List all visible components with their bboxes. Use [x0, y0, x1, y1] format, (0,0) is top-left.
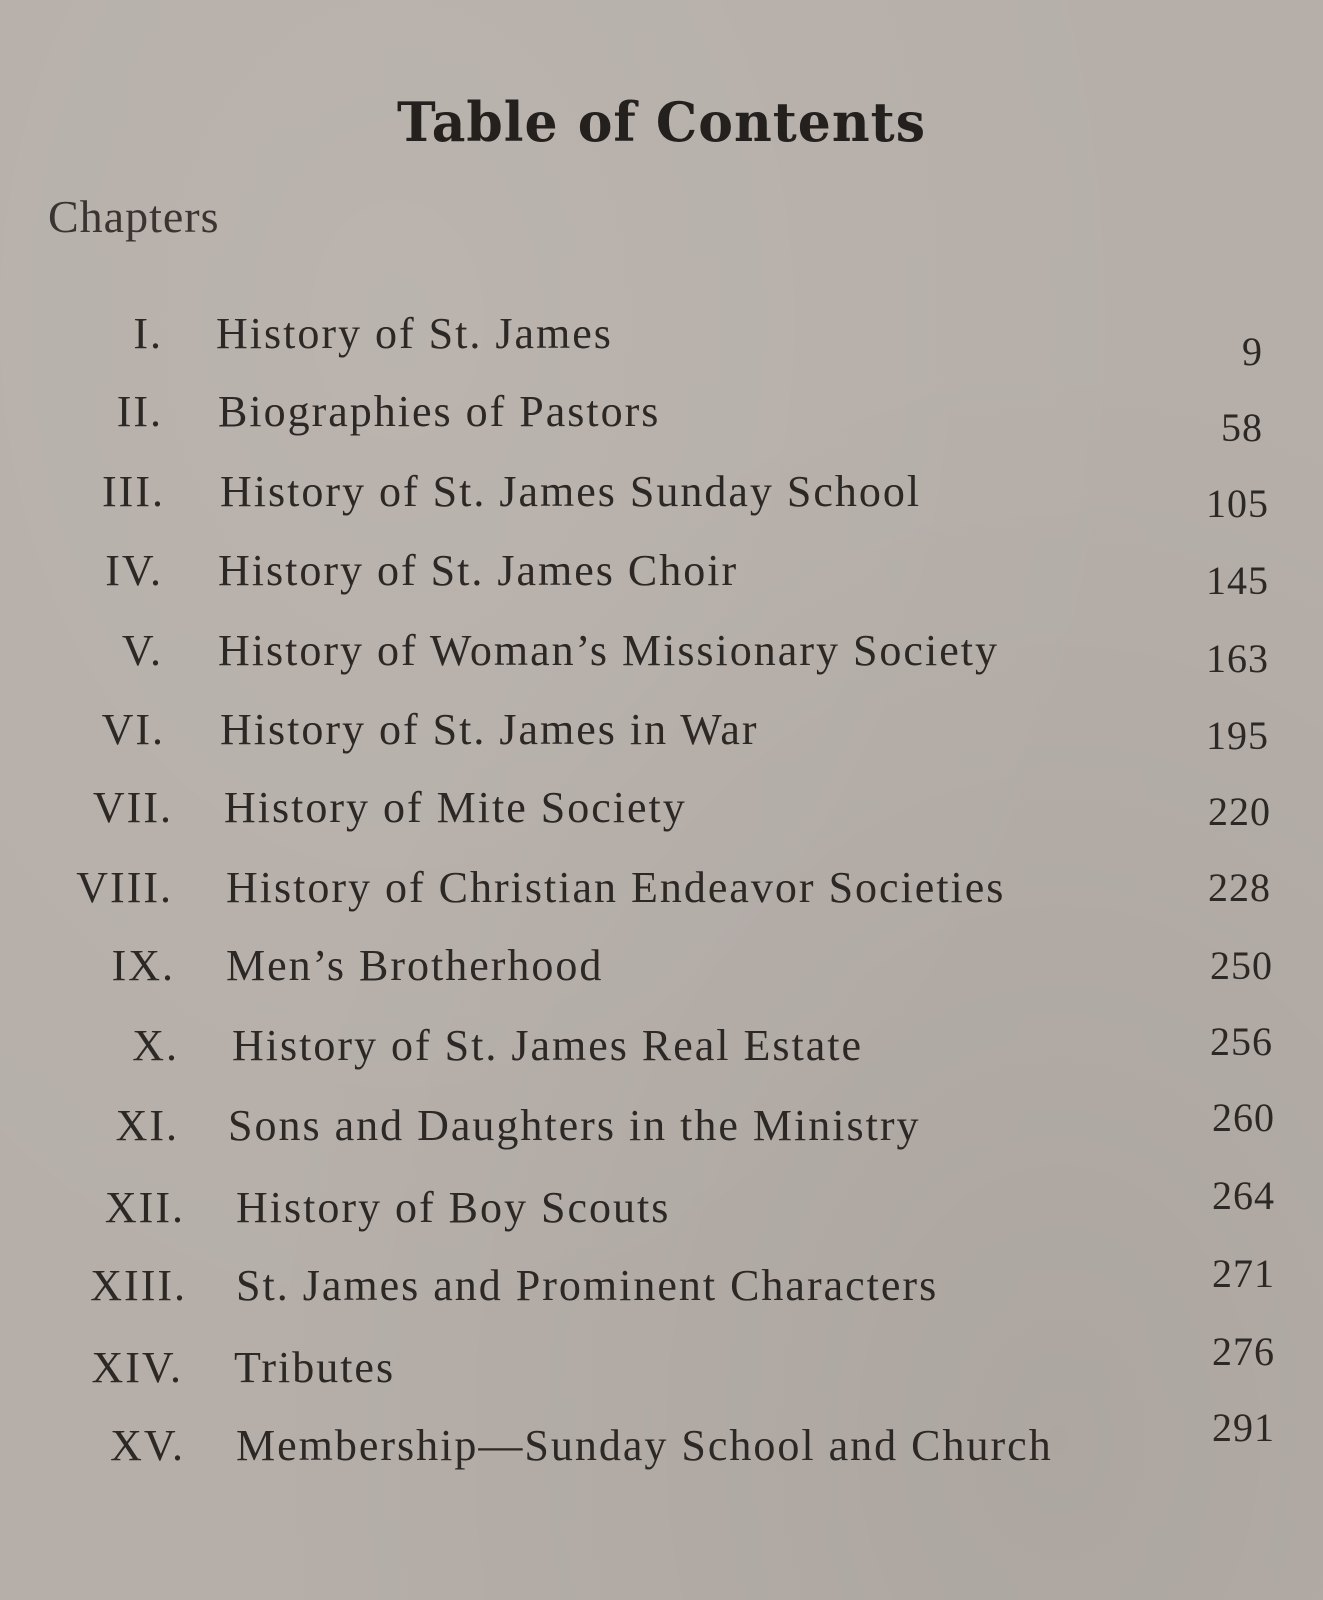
toc-row-11 [0, 1095, 1323, 1160]
toc-row-14 [0, 1329, 1323, 1402]
page-number: 220 [1208, 789, 1271, 834]
toc-row-13 [0, 1251, 1323, 1320]
chapter-numeral: VI. [101, 705, 165, 754]
chapter-numeral: II. [116, 387, 163, 436]
chapter-numeral: XIII. [90, 1261, 187, 1310]
chapter-title: Sons and Daughters in the Ministry [228, 1101, 921, 1150]
chapter-title: History of Woman’s Missionary Society [218, 626, 999, 675]
toc-row-1 [0, 308, 1323, 374]
chapter-title: Men’s Brotherhood [226, 941, 604, 990]
chapter-title: History of St. James Sunday School [220, 467, 922, 516]
page-number: 105 [1206, 481, 1269, 526]
chapter-title: History of St. James Choir [218, 546, 739, 595]
page-number: 264 [1212, 1173, 1275, 1218]
chapter-title: St. James and Prominent Characters [236, 1261, 939, 1310]
page-number: 195 [1206, 713, 1269, 758]
chapter-numeral: I. [133, 309, 163, 358]
page-title: Table of Contents [397, 90, 926, 155]
chapter-numeral: VII. [92, 783, 173, 832]
toc-row-5 [0, 625, 1323, 685]
toc-row-2 [0, 386, 1323, 450]
chapter-title: History of St. James [216, 309, 613, 358]
toc-row-10 [0, 1020, 1323, 1080]
chapter-numeral: III. [102, 467, 165, 516]
chapter-numeral: X. [132, 1021, 179, 1070]
chapter-numeral: IX. [111, 941, 175, 990]
page-number: 9 [1242, 329, 1263, 374]
chapter-title: Membership—Sunday School and Church [236, 1421, 1053, 1470]
toc-row-8 [0, 862, 1323, 922]
chapter-numeral: V. [121, 626, 163, 675]
chapter-title: History of Boy Scouts [236, 1183, 671, 1232]
toc-row-15 [0, 1405, 1323, 1480]
toc-row-4 [0, 545, 1323, 605]
page-number: 260 [1212, 1095, 1275, 1140]
chapter-numeral: XII. [104, 1183, 185, 1232]
page-number: 291 [1212, 1405, 1275, 1450]
chapter-numeral: XI. [115, 1101, 179, 1150]
page-number: 250 [1210, 943, 1273, 988]
toc-row-6 [0, 704, 1323, 764]
toc-row-7 [0, 782, 1323, 842]
page-number: 228 [1208, 865, 1271, 910]
toc-row-9 [0, 940, 1323, 1000]
chapter-title: History of Christian Endeavor Societies [226, 863, 1006, 912]
chapter-numeral: XV. [110, 1421, 185, 1470]
page-number: 58 [1221, 405, 1263, 450]
toc-row-3 [0, 466, 1323, 526]
chapter-title: Biographies of Pastors [218, 387, 661, 436]
chapter-numeral: VIII. [76, 863, 173, 912]
chapter-title: History of St. James Real Estate [232, 1021, 864, 1070]
toc-row-12 [0, 1173, 1323, 1242]
page-number: 145 [1206, 558, 1269, 603]
page-number: 256 [1210, 1019, 1273, 1064]
page-number: 276 [1212, 1329, 1275, 1374]
page-number: 163 [1206, 636, 1269, 681]
page-number: 271 [1212, 1251, 1275, 1296]
section-label-chapters: Chapters [48, 191, 220, 242]
chapter-title: History of Mite Society [224, 783, 687, 832]
chapter-title: History of St. James in War [220, 705, 759, 754]
chapter-numeral: XIV. [91, 1343, 183, 1392]
chapter-numeral: IV. [105, 546, 163, 595]
chapter-title: Tributes [234, 1343, 396, 1392]
